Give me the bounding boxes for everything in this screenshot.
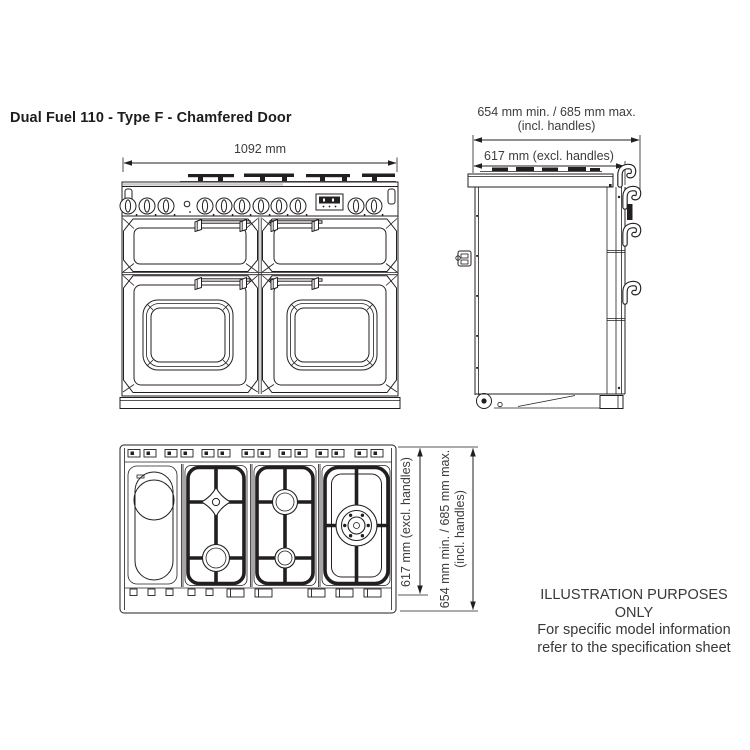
adjustable-foot — [600, 396, 623, 409]
hob-grate-middle — [254, 466, 316, 586]
griddle-plate — [128, 466, 177, 584]
base — [475, 394, 625, 409]
round-burner — [275, 548, 295, 568]
handle-bracket — [312, 220, 319, 232]
side-view-drawing — [450, 105, 662, 420]
handle-bracket — [271, 220, 278, 232]
front-view — [110, 142, 410, 414]
gas-connection — [456, 251, 471, 266]
disclaimer-line-3: refer to the specification sheet — [537, 639, 731, 656]
disclaimer — [520, 587, 748, 657]
round-burner — [203, 545, 230, 572]
disclaimer-line-1: ILLUSTRATION PURPOSES ONLY — [540, 587, 728, 621]
front-view-drawing — [110, 142, 410, 414]
handle-bracket — [240, 278, 247, 290]
front-cooker-outline — [120, 174, 400, 409]
door-handle — [625, 226, 639, 245]
handle-bracket — [195, 278, 202, 290]
round-burner — [273, 490, 298, 515]
pan-supports — [480, 167, 602, 172]
side-view — [450, 105, 662, 420]
handle-bracket — [312, 278, 319, 290]
handle-bracket — [271, 278, 278, 290]
towel-rail-handle — [620, 167, 634, 186]
hob-outline — [120, 445, 396, 613]
top-depth-incl-note: (incl. handles) — [453, 490, 467, 568]
side-depth-incl-label: 654 mm min. / 685 mm max. — [477, 105, 636, 119]
handle-bracket — [240, 220, 247, 232]
plinth — [120, 398, 400, 409]
top-view-drawing — [112, 438, 487, 623]
side-depth-incl-note: (incl. handles) — [517, 118, 596, 133]
front-width-dimension-arrow — [123, 158, 397, 173]
front-width-dimension-label: 1092 mm — [233, 142, 287, 156]
top-depth-incl-label: 654 mm min. / 685 mm max. — [438, 449, 452, 609]
handle-bracket — [195, 220, 202, 232]
cross-burner — [202, 488, 231, 517]
door-hinge — [627, 204, 633, 220]
hob-grate-left — [185, 466, 247, 586]
disclaimer-line-2: For specific model information — [537, 622, 731, 638]
top-view — [112, 438, 487, 623]
pan-supports — [180, 174, 396, 182]
side-depth-excl-label: 617 mm (excl. handles) — [484, 148, 614, 163]
wok-burner-grate — [322, 466, 390, 586]
side-cooker-outline — [456, 167, 639, 409]
top-depth-excl-label: 617 mm (excl. handles) — [399, 457, 413, 587]
wok-burner — [336, 505, 377, 546]
page-title: Dual Fuel 110 - Type F - Chamfered Door — [10, 110, 292, 126]
door-handle — [625, 284, 639, 303]
